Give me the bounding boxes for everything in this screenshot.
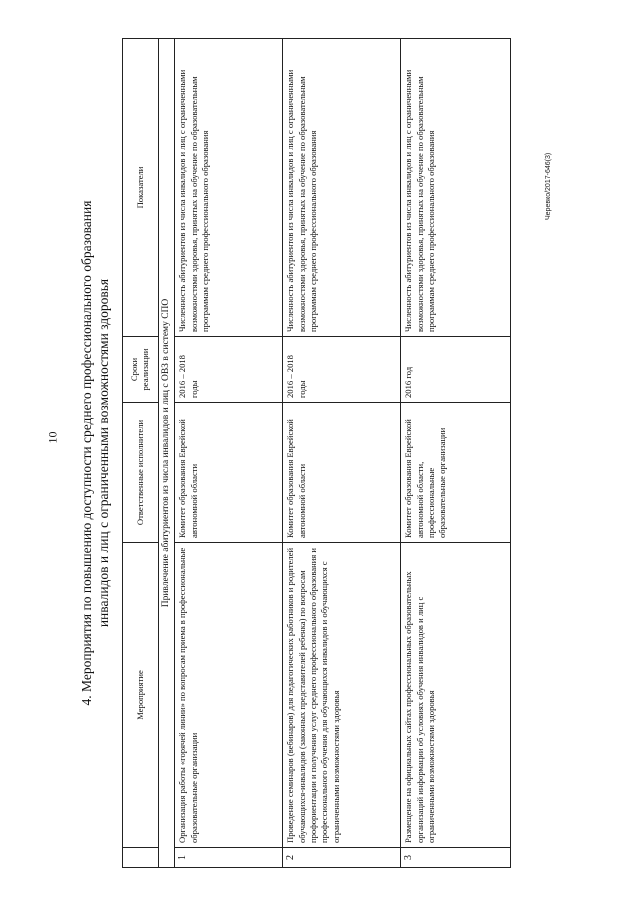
header-term: Сроки реализации — [123, 337, 159, 403]
section-title: Привлечение абитуриентов из числа инвалидов и лиц с ОВЗ в систему СПО — [158, 39, 174, 868]
row-responsible: Комитет образования Еврейской автономной области — [175, 403, 283, 543]
row-responsible: Комитет образования Еврейской автономной области — [283, 403, 401, 543]
row-indicators: Численность абитуриентов из числа инвалидов и лиц с ограниченными возможностями здоровья, принятых на обучение по образовательным программам среднего профессионального образования — [175, 39, 283, 337]
measures-table — [122, 38, 511, 868]
heading-line-1: 4. Мероприятия по повышению доступности среднего профессионального образования — [79, 200, 94, 706]
header-responsible: Ответственные исполнители — [123, 403, 159, 543]
table-row — [175, 39, 283, 868]
row-num: 3 — [401, 848, 511, 868]
section-row — [158, 39, 174, 868]
row-num: 1 — [175, 848, 283, 868]
row-indicators: Численность абитуриентов из числа инвалидов и лиц с ограниченными возможностями здоровья, принятых на обучение по образовательным программам среднего профессионального образования — [283, 39, 401, 337]
header-indicators: Показатели — [123, 39, 159, 337]
table-row — [283, 39, 401, 868]
row-term: 2016 год — [401, 337, 511, 403]
heading-line-2: инвалидов и лиц с ограниченными возможностями здоровья — [96, 278, 111, 628]
rotated-page-content — [78, 38, 578, 868]
row-indicators: Численность абитуриентов из числа инвалидов и лиц с ограниченными возможностями здоровья, принятых на обучение по образовательным программам среднего профессионального образования — [401, 39, 511, 337]
row-term: 2016 – 2018 годы — [283, 337, 401, 403]
document-code: Черевко/2017-646(3) — [545, 152, 552, 220]
row-num: 2 — [283, 848, 401, 868]
section-heading — [78, 38, 112, 868]
row-term: 2016 – 2018 годы — [175, 337, 283, 403]
page-number: 10 — [45, 431, 60, 444]
row-event: Размещение на официальных сайтах профессиональных образовательных организаций информации об условиях обучения инвалидов и лиц с ограниченными возможностями здоровья — [401, 543, 511, 848]
row-event: Организация работы «горячей линии» по вопросам приема в профессиональные образовательные организации — [175, 543, 283, 848]
row-event: Проведение семинаров (вебинаров) для педагогических работников и родителей обучающихся-инвалидов (законных представителей ребенка) по вопросам профориентации и получения услуг среднего профессионального образования и профессионального обучения для обучающихся инвалидов и обучающихся с ограниченными возможностями здоровья — [283, 543, 401, 848]
row-responsible: Комитет образования Еврейской автономной области, профессиональные образовательные организации — [401, 403, 511, 543]
table-row — [401, 39, 511, 868]
table-header-row — [123, 39, 159, 868]
header-num — [123, 848, 159, 868]
header-event: Мероприятие — [123, 543, 159, 848]
